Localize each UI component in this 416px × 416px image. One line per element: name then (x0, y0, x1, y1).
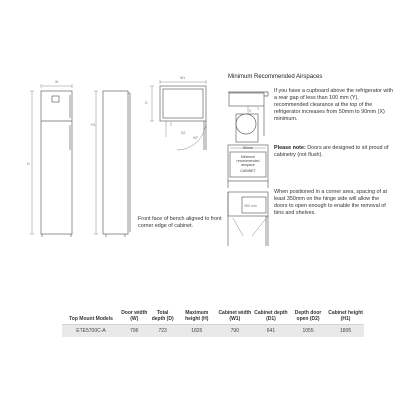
cell-model: ETE5700C-A (62, 325, 120, 338)
cell-cabinet-height: 1805 (327, 325, 364, 338)
front-width-label: W (55, 80, 59, 84)
header-door-width: Door width (W) (121, 310, 148, 322)
please-note-label: Please note: (274, 145, 306, 151)
top-side-label: D2 (181, 131, 186, 135)
cell-total-depth: 723 (149, 325, 177, 338)
front-height-label: H (27, 162, 30, 166)
box-text-line-2: recommended (236, 159, 260, 164)
header-cabinet-height: Cabinet height (H1) (328, 310, 363, 322)
cell-cabinet-depth: 641 (253, 325, 289, 338)
box-text-line-3: airspace (241, 163, 255, 168)
top-depth-label-d: D (145, 101, 148, 105)
bench-alignment-note: Front face of bench aligned to front corner edge of cabinet. (138, 216, 222, 229)
box-dimension-label: 50mm (243, 146, 253, 150)
box-text-line-4: CABINET (240, 168, 256, 173)
table-header-row (62, 308, 364, 325)
airspaces-heading: Minimum Recommended Airspaces (228, 74, 323, 80)
header-depth-door-open: Depth door open (D2) (294, 310, 322, 322)
door-angle-label: 90° (193, 136, 199, 140)
header-cabinet-width: Cabinet width (W1) (218, 310, 252, 322)
side-height-label: H1 (91, 123, 96, 127)
corner-area-paragraph: When positioned in a corner area, spacing of at least 350mm on the hinge side will allow the doors to open enough to enable the removal of bins and shelves. (274, 189, 387, 216)
box-text-line-1: Minimum (240, 155, 256, 159)
please-note-text: Doors are designed to sit proud of cabinetry (not flush). (274, 145, 389, 158)
corner-dimension-label: 350 mm (244, 204, 257, 208)
cupboard-clearance-diagram (228, 92, 268, 142)
cell-cabinet-width: 790 (217, 325, 253, 338)
side-view-drawing (94, 91, 130, 237)
corner-positioning-diagram (228, 192, 268, 246)
table-row (62, 325, 364, 338)
header-model: Top Mount Models (69, 316, 113, 322)
top-depth-label: W1 (180, 76, 186, 80)
cell-max-height: 1825 (177, 325, 217, 338)
front-view-drawing (30, 84, 72, 237)
please-note-paragraph (274, 145, 394, 159)
cell-depth-door-open: 1055 (289, 325, 327, 338)
header-cabinet-depth: Cabinet depth (D1) (254, 310, 288, 322)
clearance-x-label: X (249, 109, 252, 113)
cupboard-gap-paragraph: If you have a cupboard above the refrigerator with a rear gap of less than 100 mm (Y), recommended clearance at the top of the refrigerator increases from 50mm to 90mm (X) minimum. (274, 88, 393, 122)
cell-door-width: 796 (120, 325, 149, 338)
clearance-y-label: Y (257, 107, 260, 111)
header-total-depth: Total depth (D) (151, 310, 174, 322)
specifications-table (62, 308, 364, 337)
header-max-height: Maximum height (H) (185, 310, 209, 322)
